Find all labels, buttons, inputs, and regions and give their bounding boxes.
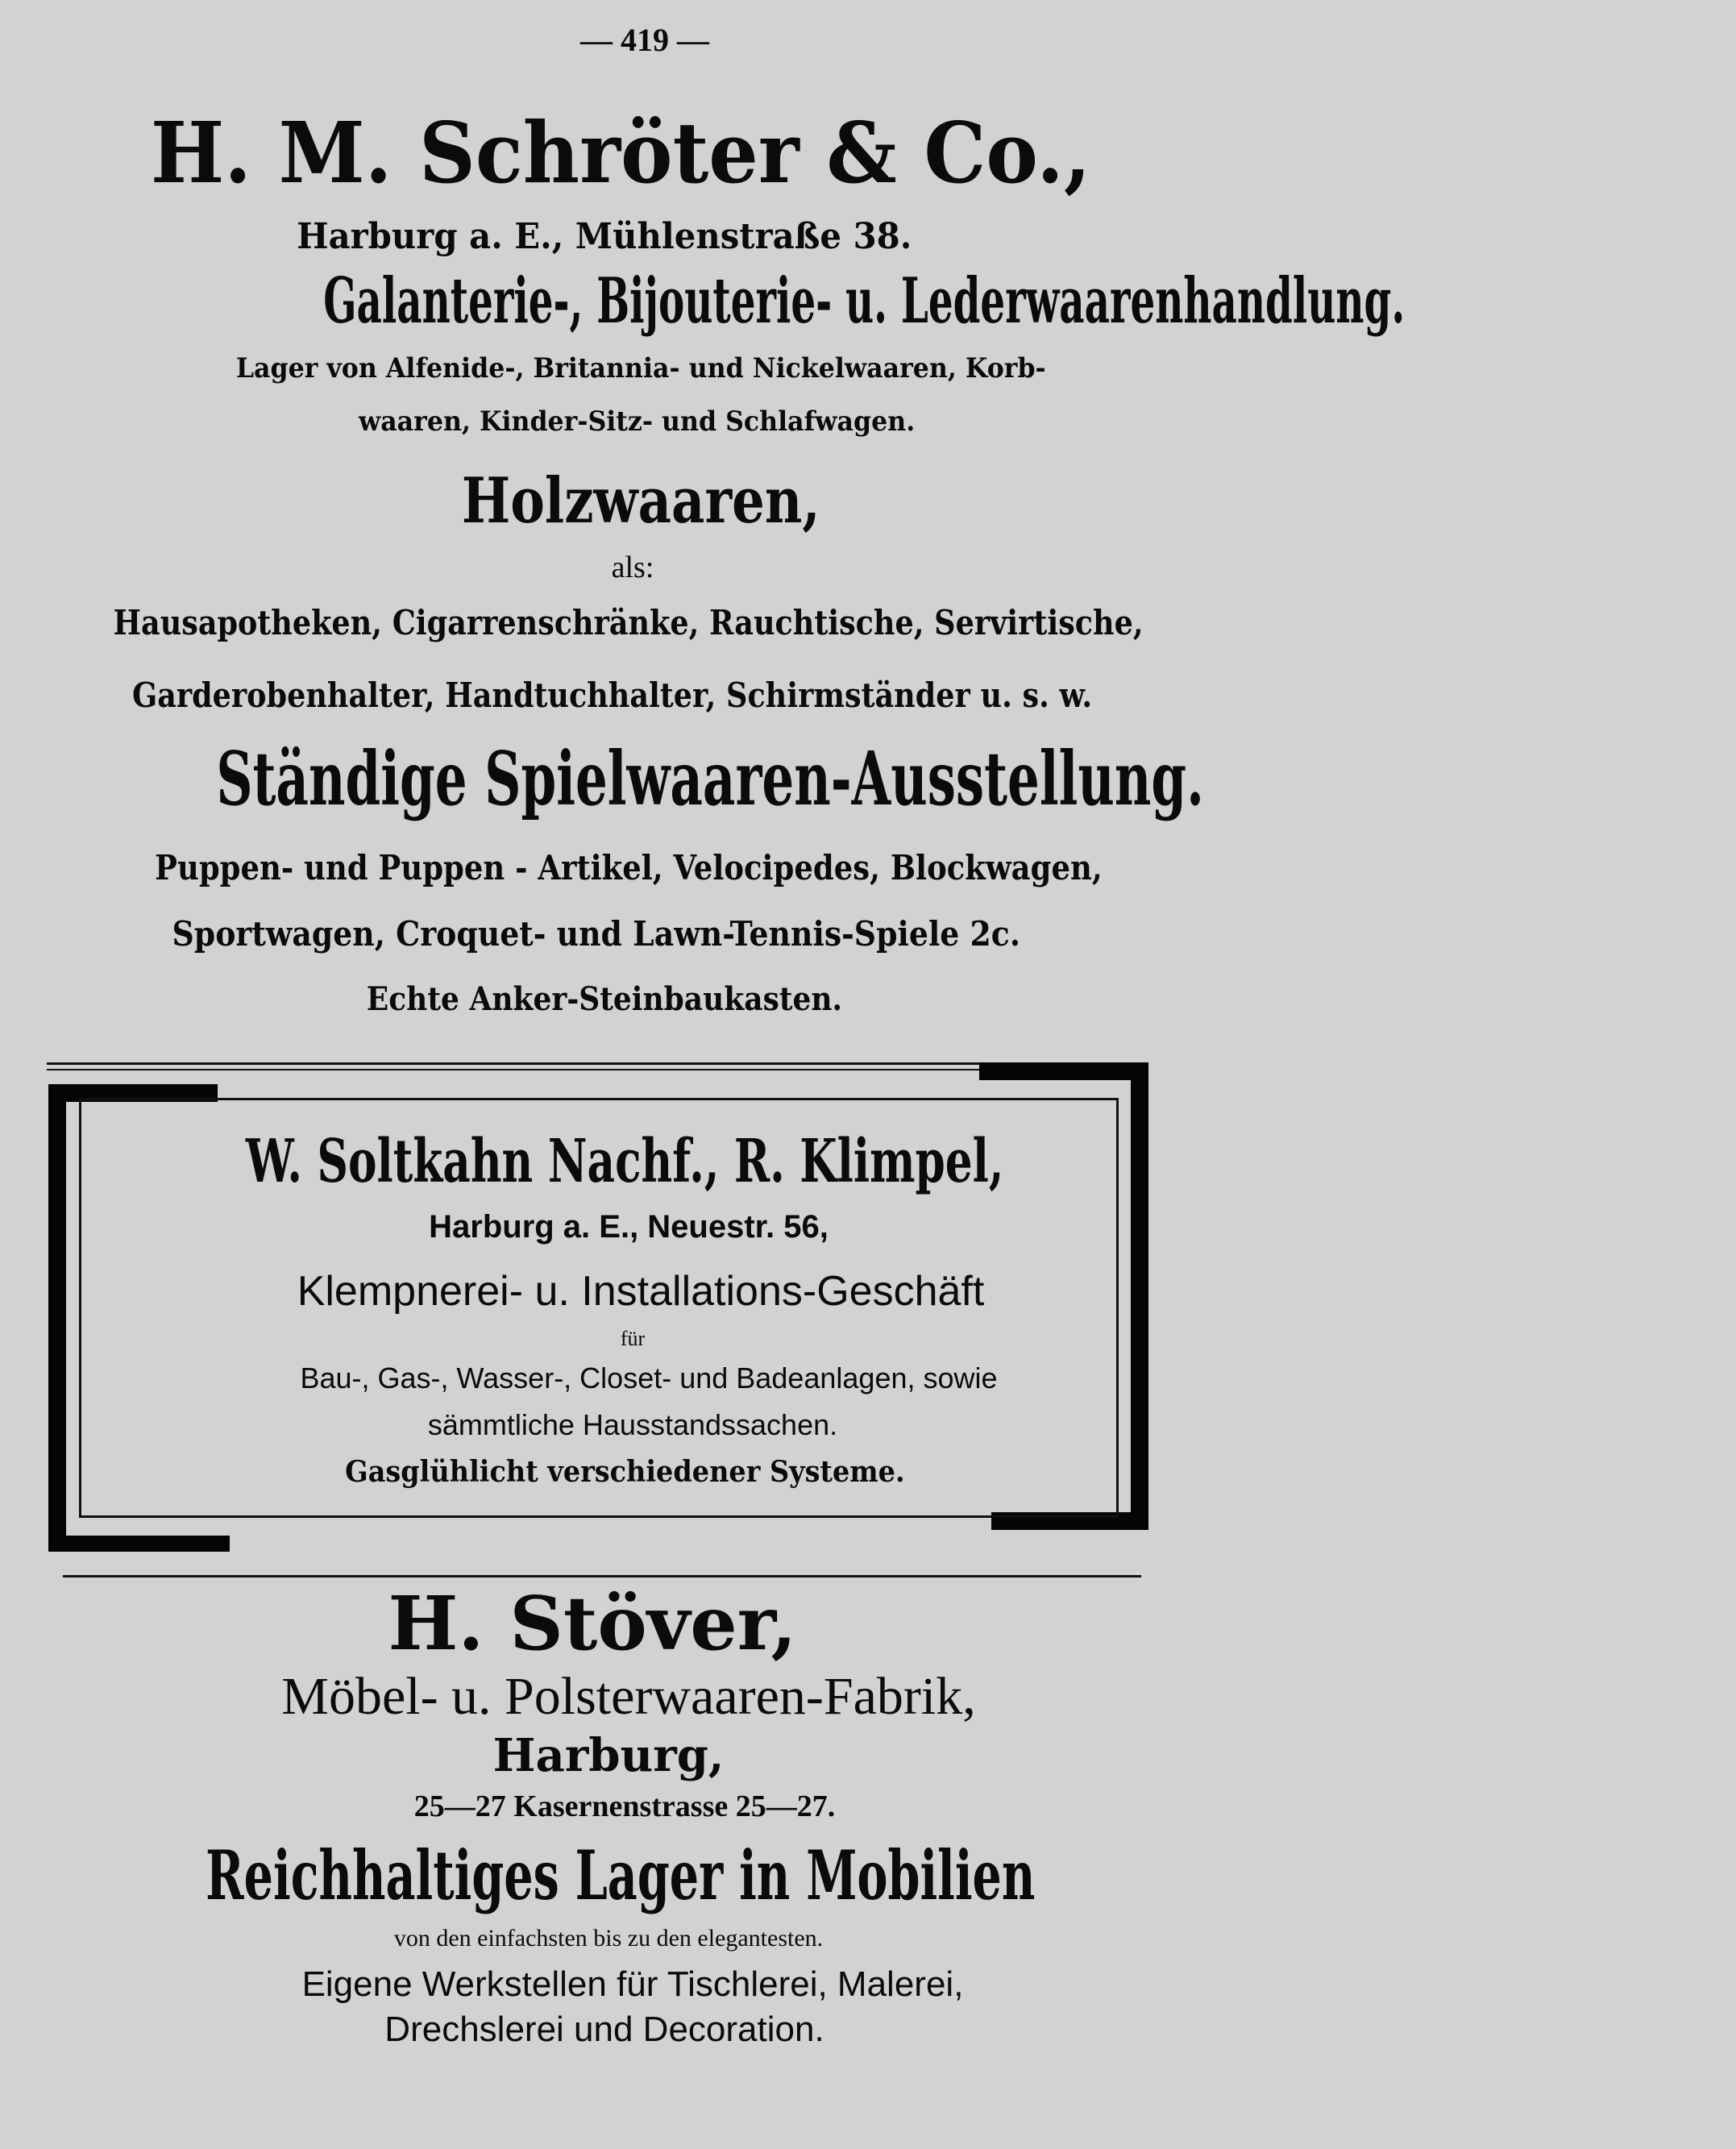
separator-rule-top-1 [47,1062,1143,1065]
ad2-fuer: für [620,1327,646,1350]
ad1-trade-text: Galanterie-, Bijouterie- u. Lederwaarenhandlung. [323,264,1406,338]
ad3-workshops-line2: Drechslerei und Decoration. [384,2010,824,2049]
ad1-wood-heading [0,464,1285,538]
ad1-toys-line2 [0,914,1241,954]
ad1-wood-heading-text: Holzwaaren, [461,464,820,538]
ad3-company: H. Stöver, [388,1580,797,1667]
ad1-wood-line1-text: Hausapotheken, Cigarrenschränke, Rauchtische, Servirtische, [113,603,1144,642]
ad1-address-text: Harburg a. E., Mühlenstraße 38. [297,216,912,257]
frame-bottom-left-bar [48,1536,230,1552]
ad1-company [0,103,1265,202]
ad1-address [0,216,1249,257]
ad1-wood-line2 [0,675,1257,715]
ad2-company [0,1127,1269,1196]
ad1-stock-line2-text: waaren, Kinder-Sitz- und Schlafwagen. [358,405,916,438]
ad2-trade: Klempnerei- u. Installations-Geschäft [297,1268,985,1315]
ad1-toys-heading [0,735,1273,822]
ad1-stock-line1 [0,352,1285,384]
ad1-toys-heading-text: Ständige Spielwaaren-Ausstellung. [216,735,1204,822]
ad1-toys-line1 [0,848,1273,887]
ad2-gaslight [0,1455,1269,1489]
ad1-trade [0,264,1406,338]
ad1-toys-line3 [0,980,1249,1018]
ad3-workshops-line1: Eigene Werkstellen für Tischlerei, Malerei, [301,1964,964,2004]
ad2-services-line2: sämmtliche Hausstandssachen. [427,1408,838,1441]
page-number: — 419 — [580,22,709,58]
ad1-wood-line1 [0,603,1273,642]
ad1-wood-line2-text: Garderobenhalter, Handtuchhalter, Schirmständer u. s. w. [132,675,1093,715]
frame-top-right-bar [979,1062,1148,1080]
ad3-stock-heading-text: Reichhaltiges Lager in Mobilien [206,1835,1036,1915]
ad1-als: als: [611,551,654,584]
ad3-range: von den einfachsten bis zu den elegantesten. [393,1925,824,1952]
ad2-company-text: W. Soltkahn Nachf., R. Klimpel, [245,1127,1004,1196]
ad3-city: Harburg, [492,1729,725,1782]
frame-inner-bottom [79,1515,1119,1518]
separator-rule-bottom [63,1575,1141,1577]
ad1-toys-line2-text: Sportwagen, Croquet- und Lawn-Tennis-Spiele 2c. [172,914,1021,954]
ad1-company-text: H. M. Schröter & Co., [150,103,1091,202]
ad3-address: 25—27 Kasernenstrasse 25—27. [413,1789,836,1823]
ad1-toys-line3-text: Echte Anker-Steinbaukasten. [366,980,843,1018]
ad3-stock-heading [0,1835,1265,1915]
ad1-stock-line1-text: Lager von Alfenide-, Britannia- und Nickelwaaren, Korb- [235,352,1046,384]
ad2-services-line1: Bau-, Gas-, Wasser-, Closet- und Badeanlagen, sowie [300,1361,998,1395]
ad3-trade: Möbel- u. Polsterwaaren-Fabrik, [281,1667,976,1726]
separator-rule-top-2 [47,1069,1143,1070]
ad1-stock-line2 [0,405,1281,438]
ad1-toys-line1-text: Puppen- und Puppen - Artikel, Velocipedes, Blockwagen, [155,848,1103,887]
ad2-address: Harburg a. E., Neuestr. 56, [429,1209,829,1245]
ad2-gaslight-text: Gasglühlicht verschiedener Systeme. [344,1455,905,1489]
frame-inner-top [79,1098,1119,1100]
